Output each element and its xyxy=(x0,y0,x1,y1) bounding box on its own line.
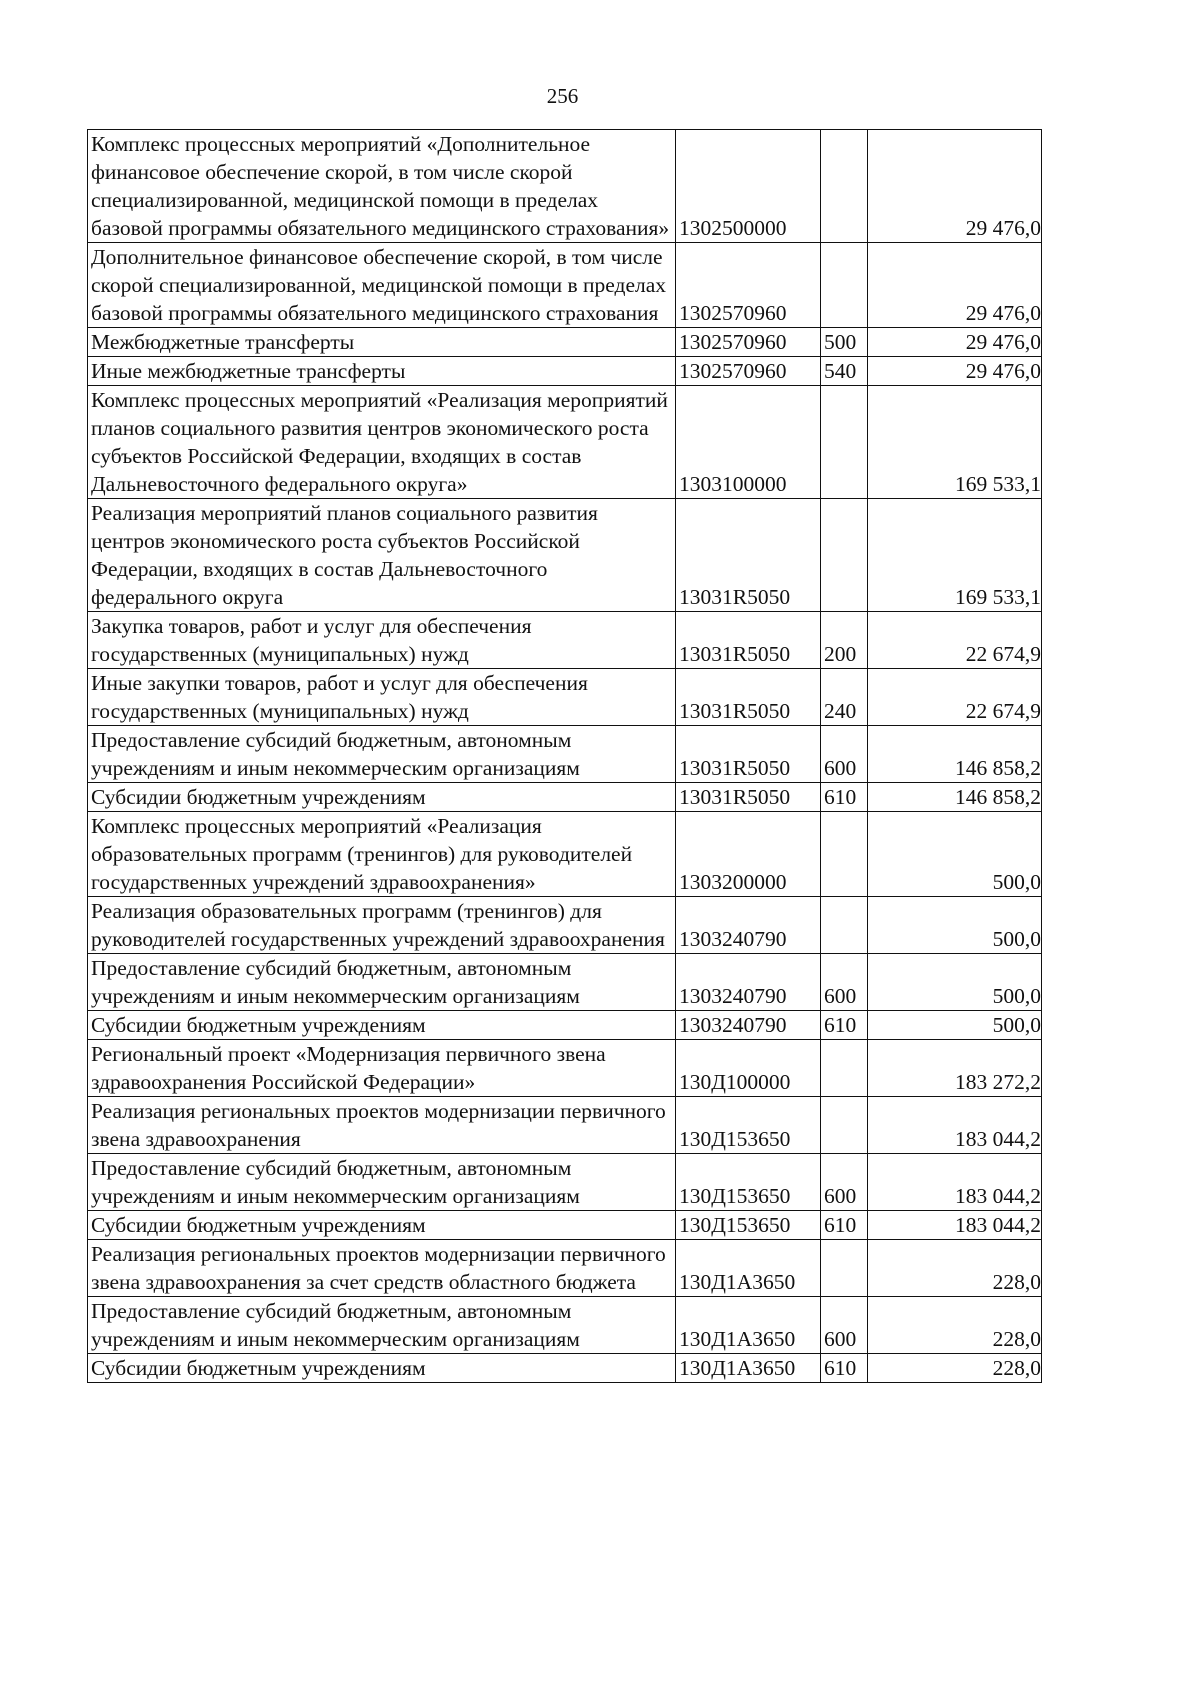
row-amount: 500,0 xyxy=(868,812,1042,897)
table-row xyxy=(88,130,1042,243)
row-name: Субсидии бюджетным учреждениям xyxy=(88,1354,676,1383)
row-code: 1303240790 xyxy=(676,897,821,954)
row-amount: 183 044,2 xyxy=(868,1097,1042,1154)
row-name: Предоставление субсидий бюджетным, автономным учреждениям и иным некоммерческим организациям xyxy=(88,1297,676,1354)
row-name: Реализация образовательных программ (тренингов) для руководителей государственных учреждений здравоохранения xyxy=(88,897,676,954)
row-code: 130Д153650 xyxy=(676,1097,821,1154)
row-code: 1302570960 xyxy=(676,328,821,357)
table-row xyxy=(88,1011,1042,1040)
table-row xyxy=(88,612,1042,669)
row-name: Комплекс процессных мероприятий «Дополнительное финансовое обеспечение скорой, в том числе скорой специализированной, медицинской помощи в пределах базовой программы обязательного медицинского страхования» xyxy=(88,130,676,243)
row-expense-type: 610 xyxy=(821,1354,868,1383)
row-amount: 169 533,1 xyxy=(868,386,1042,499)
row-expense-type xyxy=(821,1240,868,1297)
row-name: Дополнительное финансовое обеспечение скорой, в том числе скорой специализированной, медицинской помощи в пределах базовой программы обязательного медицинского страхования xyxy=(88,243,676,328)
row-amount: 29 476,0 xyxy=(868,130,1042,243)
row-name: Комплекс процессных мероприятий «Реализация мероприятий планов социального развития центров экономического роста субъектов Российской Федерации, входящих в состав Дальневосточного федерального округа» xyxy=(88,386,676,499)
row-code: 1303100000 xyxy=(676,386,821,499)
row-name: Реализация региональных проектов модернизации первичного звена здравоохранения за счет средств областного бюджета xyxy=(88,1240,676,1297)
row-amount: 183 272,2 xyxy=(868,1040,1042,1097)
row-expense-type xyxy=(821,499,868,612)
row-amount: 500,0 xyxy=(868,1011,1042,1040)
row-expense-type: 600 xyxy=(821,954,868,1011)
table-row xyxy=(88,499,1042,612)
row-name: Реализация мероприятий планов социального развития центров экономического роста субъектов Российской Федерации, входящих в состав Дальневосточного федерального округа xyxy=(88,499,676,612)
row-code: 1303200000 xyxy=(676,812,821,897)
row-name: Реализация региональных проектов модернизации первичного звена здравоохранения xyxy=(88,1097,676,1154)
table-row xyxy=(88,897,1042,954)
row-expense-type xyxy=(821,897,868,954)
table-row xyxy=(88,357,1042,386)
row-expense-type: 600 xyxy=(821,1297,868,1354)
row-name: Субсидии бюджетным учреждениям xyxy=(88,783,676,812)
row-name: Закупка товаров, работ и услуг для обеспечения государственных (муниципальных) нужд xyxy=(88,612,676,669)
row-amount: 169 533,1 xyxy=(868,499,1042,612)
row-code: 130Д100000 xyxy=(676,1040,821,1097)
row-name: Субсидии бюджетным учреждениям xyxy=(88,1211,676,1240)
row-expense-type: 610 xyxy=(821,783,868,812)
row-expense-type xyxy=(821,130,868,243)
row-expense-type: 610 xyxy=(821,1011,868,1040)
row-expense-type: 610 xyxy=(821,1211,868,1240)
table-row xyxy=(88,1240,1042,1297)
table-row xyxy=(88,1154,1042,1211)
row-code: 13031R5050 xyxy=(676,499,821,612)
row-amount: 22 674,9 xyxy=(868,612,1042,669)
row-amount: 500,0 xyxy=(868,954,1042,1011)
table-row xyxy=(88,1211,1042,1240)
row-code: 130Д1А3650 xyxy=(676,1354,821,1383)
row-code: 1302570960 xyxy=(676,357,821,386)
row-code: 1302500000 xyxy=(676,130,821,243)
row-code: 1303240790 xyxy=(676,1011,821,1040)
table-row xyxy=(88,386,1042,499)
row-code: 1302570960 xyxy=(676,243,821,328)
row-code: 13031R5050 xyxy=(676,612,821,669)
row-name: Иные межбюджетные трансферты xyxy=(88,357,676,386)
row-expense-type: 240 xyxy=(821,669,868,726)
table-row xyxy=(88,243,1042,328)
row-name: Предоставление субсидий бюджетным, автономным учреждениям и иным некоммерческим организациям xyxy=(88,726,676,783)
row-expense-type xyxy=(821,386,868,499)
row-amount: 29 476,0 xyxy=(868,328,1042,357)
table-row xyxy=(88,1297,1042,1354)
table-row xyxy=(88,1354,1042,1383)
table-row xyxy=(88,1040,1042,1097)
table-row xyxy=(88,812,1042,897)
row-name: Межбюджетные трансферты xyxy=(88,328,676,357)
row-expense-type xyxy=(821,812,868,897)
row-code: 13031R5050 xyxy=(676,783,821,812)
row-code: 130Д1А3650 xyxy=(676,1297,821,1354)
row-name: Иные закупки товаров, работ и услуг для обеспечения государственных (муниципальных) нужд xyxy=(88,669,676,726)
row-amount: 146 858,2 xyxy=(868,783,1042,812)
table-row xyxy=(88,669,1042,726)
row-code: 13031R5050 xyxy=(676,669,821,726)
row-code: 130Д1А3650 xyxy=(676,1240,821,1297)
row-code: 130Д153650 xyxy=(676,1154,821,1211)
table-row xyxy=(88,328,1042,357)
row-amount: 228,0 xyxy=(868,1297,1042,1354)
row-name: Комплекс процессных мероприятий «Реализация образовательных программ (тренингов) для руководителей государственных учреждений здравоохранения» xyxy=(88,812,676,897)
page-number: 256 xyxy=(546,84,579,108)
budget-table xyxy=(87,129,1042,1383)
row-name: Предоставление субсидий бюджетным, автономным учреждениям и иным некоммерческим организациям xyxy=(88,1154,676,1211)
row-name: Региональный проект «Модернизация первичного звена здравоохранения Российской Федерации» xyxy=(88,1040,676,1097)
table-row xyxy=(88,954,1042,1011)
row-expense-type: 200 xyxy=(821,612,868,669)
row-name: Субсидии бюджетным учреждениям xyxy=(88,1011,676,1040)
row-amount: 183 044,2 xyxy=(868,1211,1042,1240)
row-expense-type: 500 xyxy=(821,328,868,357)
table-row xyxy=(88,783,1042,812)
row-expense-type xyxy=(821,1040,868,1097)
row-amount: 146 858,2 xyxy=(868,726,1042,783)
row-amount: 29 476,0 xyxy=(868,357,1042,386)
row-code: 1303240790 xyxy=(676,954,821,1011)
table-row xyxy=(88,726,1042,783)
row-expense-type: 540 xyxy=(821,357,868,386)
row-expense-type: 600 xyxy=(821,1154,868,1211)
row-expense-type xyxy=(821,243,868,328)
budget-table-body xyxy=(88,130,1042,1383)
row-name: Предоставление субсидий бюджетным, автономным учреждениям и иным некоммерческим организациям xyxy=(88,954,676,1011)
row-expense-type: 600 xyxy=(821,726,868,783)
row-code: 13031R5050 xyxy=(676,726,821,783)
row-amount: 29 476,0 xyxy=(868,243,1042,328)
row-amount: 228,0 xyxy=(868,1240,1042,1297)
row-amount: 500,0 xyxy=(868,897,1042,954)
row-expense-type xyxy=(821,1097,868,1154)
row-amount: 22 674,9 xyxy=(868,669,1042,726)
row-amount: 183 044,2 xyxy=(868,1154,1042,1211)
table-row xyxy=(88,1097,1042,1154)
row-amount: 228,0 xyxy=(868,1354,1042,1383)
row-code: 130Д153650 xyxy=(676,1211,821,1240)
